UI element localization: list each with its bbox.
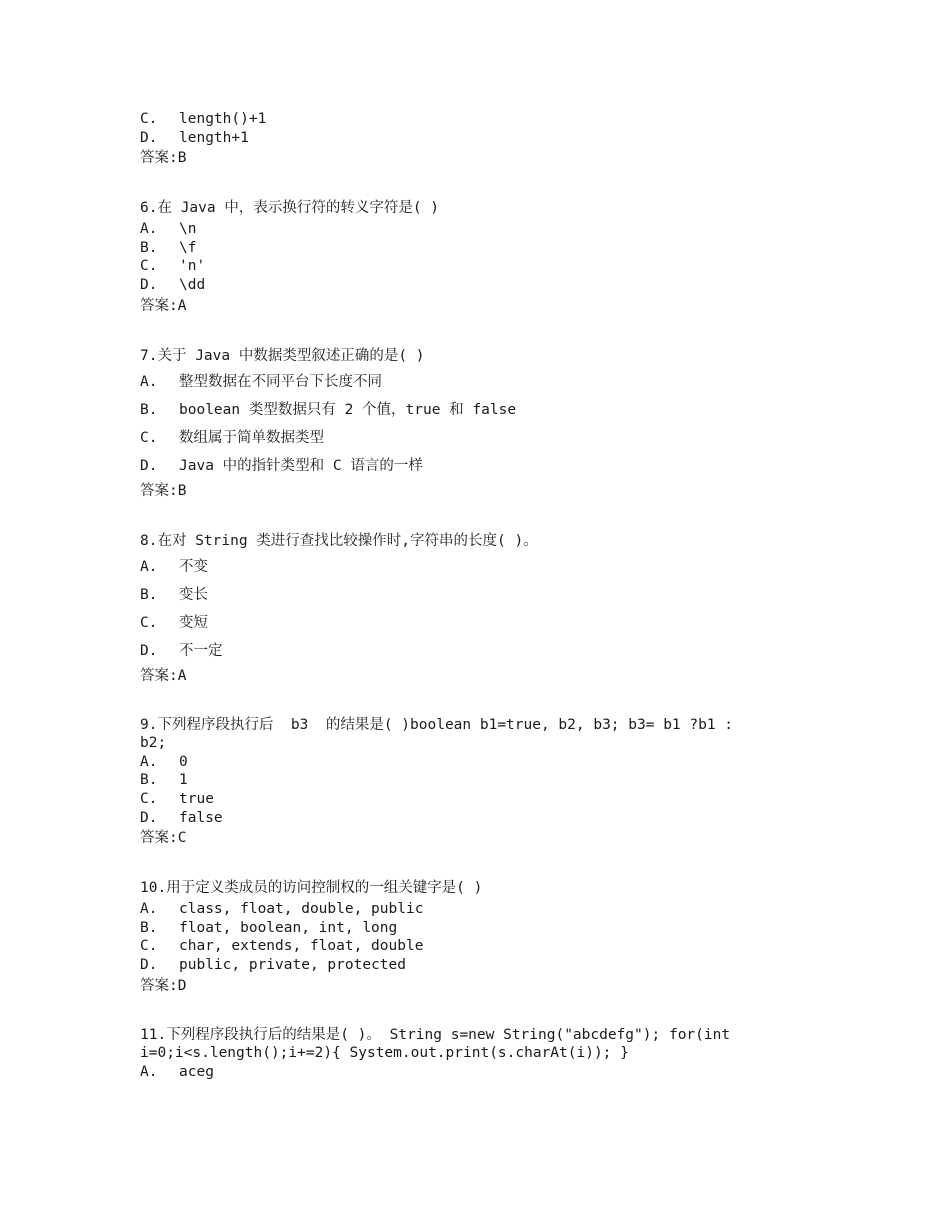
question-text-line-1: 11.下列程序段执行后的结果是( )。 String s=new String("abcdefg"); for(int	[140, 1026, 731, 1043]
answer-line: 答案:A	[140, 667, 187, 684]
option-c	[140, 609, 820, 637]
option-text: 1	[179, 772, 188, 789]
question-text: 8.在对 String 类进行查找比较操作时,字符串的长度( )。	[140, 532, 538, 549]
option-text: 整型数据在不同平台下长度不同	[179, 373, 382, 390]
option-letter: C.	[140, 614, 158, 631]
option-letter: D.	[140, 276, 158, 293]
option-text: Java 中的指针类型和 C 语言的一样	[179, 457, 423, 474]
question-7	[140, 346, 820, 501]
option-letter: D.	[140, 129, 158, 146]
option-text: 不变	[179, 558, 208, 575]
option-letter: C.	[140, 790, 158, 807]
option-a	[140, 553, 820, 581]
option-b	[140, 396, 820, 424]
option-letter: B.	[140, 586, 158, 603]
option-c	[140, 110, 820, 129]
option-d	[140, 956, 820, 975]
question-5-tail	[140, 110, 820, 168]
option-letter: C.	[140, 111, 158, 127]
option-a	[140, 900, 820, 919]
option-text: 0	[179, 753, 188, 770]
option-text: \dd	[179, 276, 206, 293]
option-d	[140, 809, 820, 828]
option-b	[140, 919, 820, 938]
option-letter: D.	[140, 809, 158, 826]
option-letter: D.	[140, 956, 158, 973]
option-text: \f	[179, 239, 197, 256]
question-text: 6.在 Java 中，表示换行符的转义字符是( )	[140, 200, 440, 217]
answer-line: 答案:D	[140, 977, 187, 994]
option-letter: D.	[140, 457, 158, 474]
question-8	[140, 531, 820, 686]
option-text: 数组属于简单数据类型	[179, 429, 324, 446]
option-letter: B.	[140, 919, 158, 936]
option-letter: B.	[140, 239, 158, 256]
option-b	[140, 771, 820, 790]
option-letter: A.	[140, 901, 158, 918]
question-text: 7.关于 Java 中数据类型叙述正确的是( )	[140, 347, 425, 364]
option-text: boolean 类型数据只有 2 个值，true 和 false	[179, 401, 517, 418]
option-letter: A.	[140, 753, 158, 770]
question-11	[140, 1026, 820, 1082]
option-text: \n	[179, 221, 197, 238]
option-text: public, private, protected	[179, 956, 406, 973]
option-b	[140, 581, 820, 609]
option-a	[140, 368, 820, 396]
question-10	[140, 878, 820, 995]
question-6	[140, 198, 820, 315]
answer-line: 答案:B	[140, 482, 187, 499]
option-text: length+1	[179, 129, 249, 146]
option-text: char, extends, float, double	[179, 938, 424, 955]
answer-line: 答案:C	[140, 830, 187, 847]
option-a	[140, 1063, 820, 1082]
option-d	[140, 129, 820, 148]
option-d	[140, 637, 820, 665]
option-text: aceg	[179, 1063, 214, 1080]
question-text: 10.用于定义类成员的访问控制权的一组关键字是( )	[140, 880, 483, 897]
question-9	[140, 716, 820, 849]
option-c	[140, 424, 820, 452]
answer-line: 答案:B	[140, 150, 187, 167]
option-c	[140, 790, 820, 809]
question-text-line-2: i=0;i<s.length();i+=2){ System.out.print(s.charAt(i)); }	[140, 1045, 629, 1062]
option-letter: C.	[140, 938, 158, 955]
option-text: 不一定	[179, 642, 223, 659]
question-text-line-2: b2;	[140, 735, 167, 752]
option-text: float, boolean, int, long	[179, 919, 398, 936]
option-d	[140, 276, 820, 295]
option-letter: A.	[140, 373, 158, 390]
option-a	[140, 220, 820, 239]
option-text: 变长	[179, 586, 208, 603]
question-text-line-1: 9.下列程序段执行后 b3 的结果是( )boolean b1=true, b2, b3; b3= b1 ?b1 :	[140, 716, 734, 733]
option-letter: C.	[140, 429, 158, 446]
option-text: class, float, double, public	[179, 901, 424, 918]
answer-line: 答案:A	[140, 297, 187, 314]
option-text: length()+1	[179, 111, 267, 127]
option-text: 'n'	[179, 258, 206, 275]
option-letter: C.	[140, 258, 158, 275]
option-text: false	[179, 809, 223, 826]
option-c	[140, 257, 820, 276]
option-letter: D.	[140, 642, 158, 659]
option-d	[140, 452, 820, 480]
option-letter: B.	[140, 772, 158, 789]
option-c	[140, 937, 820, 956]
option-letter: A.	[140, 1063, 158, 1080]
option-text: 变短	[179, 614, 208, 631]
option-letter: A.	[140, 558, 158, 575]
option-text: true	[179, 790, 214, 807]
document-page	[140, 110, 820, 1081]
option-letter: A.	[140, 221, 158, 238]
option-b	[140, 239, 820, 258]
option-letter: B.	[140, 401, 158, 418]
option-a	[140, 753, 820, 772]
